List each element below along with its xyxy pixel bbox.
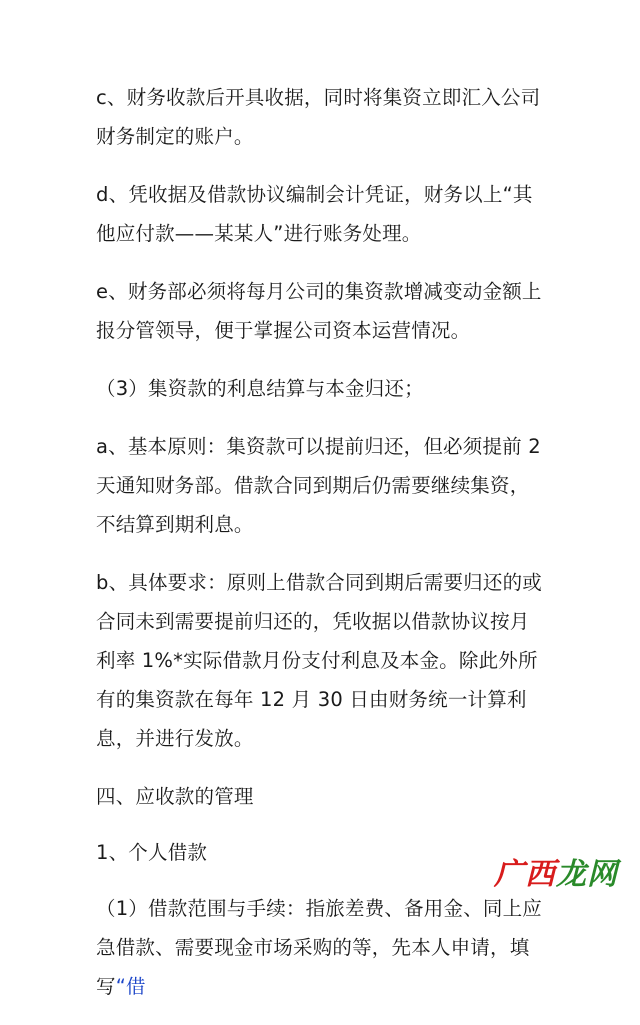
paragraph-borrowing-scope: [96, 889, 548, 1006]
paragraph-d: d、凭收据及借款协议编制会计凭证，财务以上“其他应付款——某某人”进行账务处理。: [96, 183, 533, 245]
section-heading-3: （3）集资款的利息结算与本金归还；: [96, 377, 424, 400]
subsection-heading-1: 1、个人借款: [96, 841, 208, 864]
section-heading-4: 四、应收款的管理: [96, 785, 254, 808]
paragraph-a: a、基本原则：集资款可以提前归还，但必须提前 2 天通知财务部。借款合同到期后仍需要继续集资，不结算到期利息。: [96, 435, 541, 536]
borrowing-form-link[interactable]: “借: [115, 975, 146, 998]
site-watermark-logo: [494, 849, 618, 893]
paragraph-e: e、财务部必须将每月公司的集资款增减变动金额上报分管领导，便于掌握公司资本运营情况。: [96, 280, 542, 342]
paragraph-b: b、具体要求：原则上借款合同到期后需要归还的或合同未到需要提前归还的，凭收据以借款协议按月利率 1%*实际借款月份支付利息及本金。除此外所有的集资款在每年 12 月 30 日由财务统一计算利息，并进行发放。: [96, 571, 542, 750]
watermark-part-2: 龙网: [556, 857, 618, 892]
paragraph-c: c、财务收款后开具收据，同时将集资立即汇入公司财务制定的账户。: [96, 86, 541, 148]
borrowing-scope-text: （1）借款范围与手续：指旅差费、备用金、同上应急借款、需要现金市场采购的等，先本人申请，填写: [96, 897, 543, 998]
document-body: [96, 78, 548, 1025]
watermark-part-1: 广西: [494, 857, 556, 892]
